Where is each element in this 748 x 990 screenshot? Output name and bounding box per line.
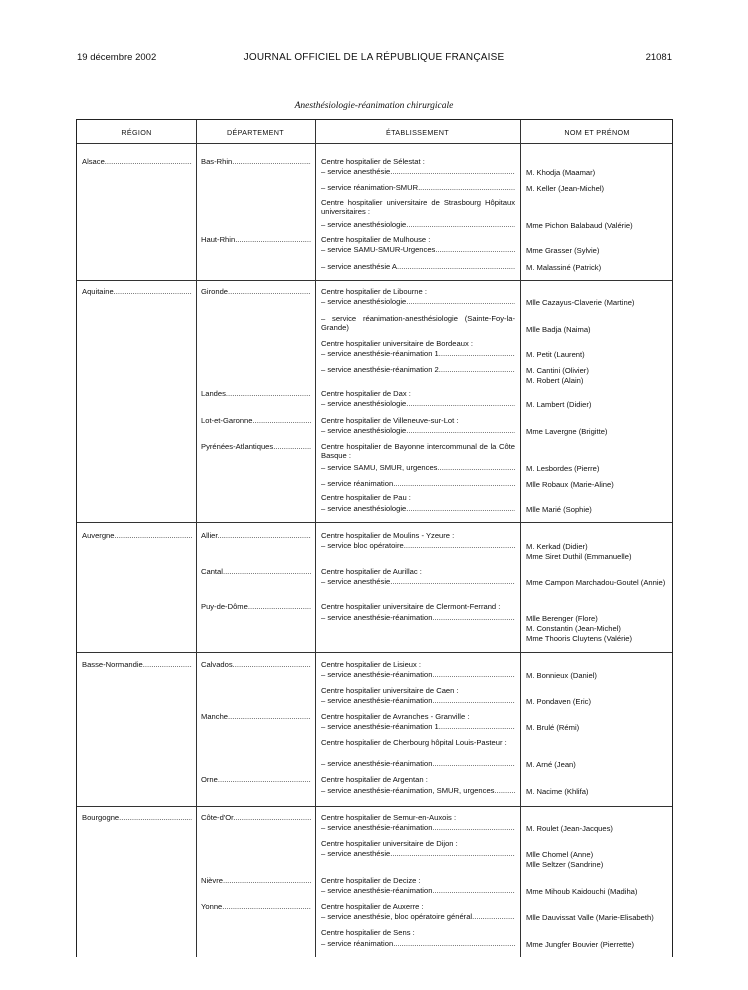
region-separator: [77, 280, 672, 281]
etablissement-cell: – service anesthésie-réanimation .....: [321, 670, 515, 679]
nom-cell: M. Petit (Laurent): [526, 350, 585, 359]
nom-cell: Mlle Seltzer (Sandrine): [526, 860, 604, 869]
nom-cell: Mlle Berenger (Flore): [526, 614, 598, 623]
header-date: 19 décembre 2002: [77, 52, 157, 63]
etablissement-cell: Centre hospitalier de Cherbourg hôpital Louis-Pasteur :: [321, 738, 507, 747]
etablissement-cell: – service anesthésiologie .....: [321, 504, 515, 513]
column-divider: [196, 120, 197, 957]
etablissement-cell: – service réanimation .....: [321, 479, 515, 488]
nom-cell: Mme Campon Marchadou-Goutel (Annie): [526, 578, 666, 587]
etablissement-cell: – service anesthésie .....: [321, 167, 515, 176]
etablissement-cell: – service anesthésie-réanimation .....: [321, 886, 515, 895]
column-header-etablissement: ÉTABLISSEMENT: [386, 128, 449, 137]
etablissement-cell: – service réanimation-SMUR .....: [321, 183, 515, 192]
departement-cell: Orne .....: [201, 775, 311, 784]
table-header-row: [77, 120, 672, 144]
nom-cell: Mme Siret Duthil (Emmanuelle): [526, 552, 632, 561]
etablissement-cell: – service anesthésiologie .....: [321, 426, 515, 435]
etablissement-cell: – service anesthésie A .....: [321, 262, 515, 271]
nom-cell: Mlle Badja (Naima): [526, 325, 591, 334]
etablissement-cell: Centre hospitalier universitaire de Clermont-Ferrand :: [321, 602, 501, 611]
etablissement-cell: – service anesthésie, bloc opératoire général .....: [321, 912, 515, 921]
departement-cell: Bas-Rhin .....: [201, 157, 311, 166]
etablissement-cell: Centre hospitalier de Mulhouse :: [321, 235, 431, 244]
etablissement-cell: – service réanimation-anesthésiologie (Sainte-Foy-la-Grande): [321, 314, 515, 332]
nom-cell: Mlle Chomel (Anne): [526, 850, 594, 859]
departement-cell: Calvados .....: [201, 660, 311, 669]
nom-cell: Mme Thooris Cluytens (Valérie): [526, 634, 633, 643]
header-page-number: 21081: [645, 52, 672, 63]
etablissement-cell: – service anesthésie-réanimation 1 .....: [321, 722, 515, 731]
etablissement-cell: Centre hospitalier de Sélestat :: [321, 157, 425, 166]
column-header-departement: DÉPARTEMENT: [227, 128, 284, 137]
etablissement-cell: Centre hospitalier de Villeneuve-sur-Lot :: [321, 416, 459, 425]
nom-cell: M. Brulé (Rémi): [526, 723, 580, 732]
column-header-region: RÉGION: [121, 128, 152, 137]
etablissement-cell: – service anesthésie-réanimation .....: [321, 696, 515, 705]
etablissement-cell: – service anesthésie-réanimation .....: [321, 613, 515, 622]
nom-cell: M. Lesbordes (Pierre): [526, 464, 600, 473]
departement-cell: Pyrénées-Atlantiques .....: [201, 442, 311, 451]
assignment-table: [76, 119, 673, 957]
etablissement-cell: – service anesthésie-réanimation .....: [321, 823, 515, 832]
etablissement-cell: Centre hospitalier universitaire de Strasbourg Hôpitaux universitaires :: [321, 198, 515, 216]
departement-cell: Manche .....: [201, 712, 311, 721]
etablissement-cell: Centre hospitalier de Dax :: [321, 389, 411, 398]
region-separator: [77, 806, 672, 807]
nom-cell: Mlle Cazayus-Claverie (Martine): [526, 298, 635, 307]
header-journal-title: JOURNAL OFFICIEL DE LA RÉPUBLIQUE FRANÇAISE: [243, 52, 505, 63]
departement-cell: Landes .....: [201, 389, 311, 398]
nom-cell: M. Constantin (Jean-Michel): [526, 624, 621, 633]
etablissement-cell: Centre hospitalier de Lisieux :: [321, 660, 422, 669]
departement-cell: Allier .....: [201, 531, 311, 540]
region-separator: [77, 652, 672, 653]
etablissement-cell: Centre hospitalier de Libourne :: [321, 287, 427, 296]
etablissement-cell: Centre hospitalier universitaire de Dijon :: [321, 839, 458, 848]
etablissement-cell: – service anesthésie-réanimation 2 .....: [321, 365, 515, 374]
etablissement-cell: – service anesthésie-réanimation 1 .....: [321, 349, 515, 358]
nom-cell: M. Bonnieux (Daniel): [526, 671, 597, 680]
etablissement-cell: – service réanimation .....: [321, 939, 515, 948]
nom-cell: Mlle Robaux (Marie-Aline): [526, 480, 614, 489]
region-cell: Auvergne .....: [82, 531, 192, 540]
nom-cell: M. Pondaven (Eric): [526, 697, 591, 706]
nom-cell: Mme Mihoub Kaidouchi (Madiha): [526, 887, 638, 896]
column-divider: [520, 120, 521, 957]
region-cell: Aquitaine .....: [82, 287, 192, 296]
etablissement-cell: – service anesthésie-réanimation .....: [321, 759, 515, 768]
nom-cell: Mme Pichon Balabaud (Valérie): [526, 221, 633, 230]
nom-cell: M. Nacime (Khlifa): [526, 787, 589, 796]
etablissement-cell: Centre hospitalier de Aurillac :: [321, 567, 422, 576]
etablissement-cell: – service anesthésiologie .....: [321, 297, 515, 306]
nom-cell: Mlle Dauvissat Valle (Marie-Elisabeth): [526, 913, 654, 922]
etablissement-cell: – service anesthésiologie .....: [321, 399, 515, 408]
column-header-nom: NOM ET PRÉNOM: [564, 128, 630, 137]
etablissement-cell: Centre hospitalier de Semur-en-Auxois :: [321, 813, 457, 822]
departement-cell: Haut-Rhin .....: [201, 235, 311, 244]
nom-cell: Mme Lavergne (Brigitte): [526, 427, 608, 436]
table-caption: Anesthésiologie-réanimation chirurgicale: [294, 101, 454, 111]
etablissement-cell: Centre hospitalier de Moulins - Yzeure :: [321, 531, 455, 540]
departement-cell: Lot-et-Garonne .....: [201, 416, 311, 425]
nom-cell: Mlle Marié (Sophie): [526, 505, 592, 514]
etablissement-cell: Centre hospitalier universitaire de Caen :: [321, 686, 459, 695]
etablissement-cell: Centre hospitalier de Sens :: [321, 928, 415, 937]
nom-cell: M. Cantini (Olivier): [526, 366, 589, 375]
nom-cell: M. Kerkad (Didier): [526, 542, 588, 551]
etablissement-cell: Centre hospitalier de Avranches - Granville :: [321, 712, 470, 721]
etablissement-cell: – service bloc opératoire .....: [321, 541, 515, 550]
nom-cell: M. Malassiné (Patrick): [526, 263, 602, 272]
etablissement-cell: – service anesthésie-réanimation, SMUR, urgences .....: [321, 786, 515, 795]
etablissement-cell: Centre hospitalier universitaire de Bordeaux :: [321, 339, 473, 348]
nom-cell: M. Arné (Jean): [526, 760, 576, 769]
nom-cell: M. Roulet (Jean-Jacques): [526, 824, 613, 833]
nom-cell: M. Robert (Alain): [526, 376, 584, 385]
departement-cell: Yonne .....: [201, 902, 311, 911]
column-divider: [315, 120, 316, 957]
departement-cell: Gironde .....: [201, 287, 311, 296]
etablissement-cell: Centre hospitalier de Auxerre :: [321, 902, 424, 911]
nom-cell: M. Lambert (Didier): [526, 400, 592, 409]
region-cell: Alsace .....: [82, 157, 192, 166]
etablissement-cell: Centre hospitalier de Argentan :: [321, 775, 428, 784]
etablissement-cell: Centre hospitalier de Pau :: [321, 493, 411, 502]
nom-cell: Mme Grasser (Sylvie): [526, 246, 600, 255]
region-cell: Bourgogne .....: [82, 813, 192, 822]
nom-cell: M. Keller (Jean-Michel): [526, 184, 605, 193]
etablissement-cell: Centre hospitalier de Decize :: [321, 876, 421, 885]
etablissement-cell: – service SAMU-SMUR-Urgences .....: [321, 245, 515, 254]
departement-cell: Cantal .....: [201, 567, 311, 576]
nom-cell: M. Khodja (Maamar): [526, 168, 596, 177]
etablissement-cell: – service anesthésie .....: [321, 849, 515, 858]
region-cell: Basse-Normandie .....: [82, 660, 192, 669]
departement-cell: Côte-d'Or .....: [201, 813, 311, 822]
departement-cell: Puy-de-Dôme .....: [201, 602, 311, 611]
region-separator: [77, 522, 672, 523]
etablissement-cell: – service anesthésie .....: [321, 577, 515, 586]
departement-cell: Nièvre .....: [201, 876, 311, 885]
etablissement-cell: – service anesthésiologie .....: [321, 220, 515, 229]
etablissement-cell: – service SAMU, SMUR, urgences .....: [321, 463, 515, 472]
nom-cell: Mme Jungfer Bouvier (Pierrette): [526, 940, 635, 949]
etablissement-cell: Centre hospitalier de Bayonne intercommunal de la Côte Basque :: [321, 442, 515, 460]
